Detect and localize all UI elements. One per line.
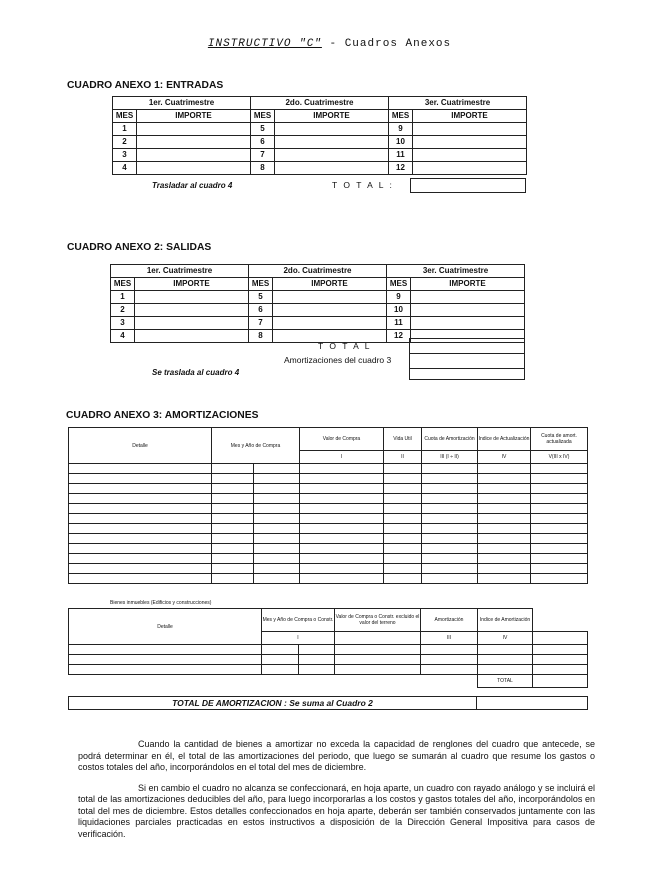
entry-cell[interactable]: [254, 574, 300, 584]
entry-cell[interactable]: [531, 574, 588, 584]
month-cell: 12: [389, 162, 413, 175]
entry-cell[interactable]: [69, 645, 262, 655]
entry-cell[interactable]: [300, 474, 384, 484]
col-importe: IMPORTE: [273, 278, 387, 291]
col-mes: MES: [113, 110, 137, 123]
spacer-cell: [533, 632, 588, 645]
entry-cell[interactable]: [254, 474, 300, 484]
entry-cell[interactable]: [69, 564, 212, 574]
month-cell: 2: [111, 304, 135, 317]
entry-cell[interactable]: [531, 504, 588, 514]
entry-cell[interactable]: [478, 464, 531, 474]
entry-cell[interactable]: [478, 554, 531, 564]
entry-cell[interactable]: [421, 655, 478, 665]
month-cell: 9: [389, 123, 413, 136]
month-cell: 3: [113, 149, 137, 162]
col-cuota: Cuota de Amortización: [422, 428, 478, 451]
entry-cell[interactable]: [384, 514, 422, 524]
entry-cell[interactable]: [531, 474, 588, 484]
amount-cell[interactable]: [273, 304, 387, 317]
entry-cell[interactable]: [531, 564, 588, 574]
entry-cell[interactable]: [254, 514, 300, 524]
entry-cell[interactable]: [254, 494, 300, 504]
entry-cell[interactable]: [531, 554, 588, 564]
entry-cell[interactable]: [300, 514, 384, 524]
total-amort-cell[interactable]: [477, 697, 588, 710]
entry-cell[interactable]: [422, 494, 478, 504]
entry-cell[interactable]: [478, 564, 531, 574]
entry-cell[interactable]: [478, 665, 533, 675]
entry-cell[interactable]: [335, 645, 421, 655]
col2-mes-anio: Mes y Año de Compra o Constr.: [262, 609, 335, 632]
entry-cell[interactable]: [299, 665, 335, 675]
month-cell: 1: [113, 123, 137, 136]
col-mes: MES: [387, 278, 411, 291]
entry-cell[interactable]: [531, 524, 588, 534]
document-title-rest: - Cuadros Anexos: [321, 38, 452, 50]
entry-cell[interactable]: [300, 504, 384, 514]
table-row: [69, 665, 588, 675]
paragraph: Si en cambio el cuadro no alcanza se confeccionará, en hoja aparte, un cuadro con rayado análogo y se incluirá el total de las amortizaciones deducibles del año, para luego incorporarlas a los costos y gastos totales del año, incorporándolos en total del mes de diciembre. Estos detalles confeccionados en hoja aparte, deberán ser también conservados juntamente con las liquidaciones parciales practicadas en estos instructivos a disposición de la Dirección General Impositiva para casos de verificación.: [78, 782, 595, 839]
amount-cell[interactable]: [275, 162, 389, 175]
entry-cell[interactable]: [384, 474, 422, 484]
entry-cell[interactable]: [69, 534, 212, 544]
table-row: [69, 464, 588, 474]
col2-indice: Indice de Amortización: [478, 609, 533, 632]
table-row: [69, 655, 588, 665]
amount-cell[interactable]: [411, 304, 525, 317]
entry-cell[interactable]: [69, 655, 262, 665]
table-row: [69, 504, 588, 514]
entry-cell[interactable]: [531, 534, 588, 544]
anexo1-note: Trasladar al cuadro 4: [152, 181, 233, 190]
col-vida: Vida Util: [384, 428, 422, 451]
col-mes: MES: [111, 278, 135, 291]
entry-cell[interactable]: [212, 504, 254, 514]
month-cell: 8: [249, 330, 273, 343]
anexo2-period-2: 2do. Cuatrimestre: [249, 265, 387, 278]
month-cell: 6: [249, 304, 273, 317]
amount-cell[interactable]: [411, 317, 525, 330]
anexo2-note: Se traslada al cuadro 4: [152, 368, 240, 377]
table-row: [69, 474, 588, 484]
month-cell: 8: [251, 162, 275, 175]
table-row: [69, 534, 588, 544]
table-row: [69, 494, 588, 504]
entry-cell[interactable]: [254, 534, 300, 544]
entry-cell[interactable]: [69, 665, 262, 675]
col2-valor: Valor de Compra o Constr. excluido el valor del terreno: [335, 609, 421, 632]
entry-cell[interactable]: [533, 645, 588, 655]
entry-cell[interactable]: [422, 544, 478, 554]
entry-cell[interactable]: [299, 645, 335, 655]
entry-cell[interactable]: [300, 574, 384, 584]
entry-cell[interactable]: [384, 494, 422, 504]
month-cell: 11: [387, 317, 411, 330]
entry-cell[interactable]: [254, 504, 300, 514]
entry-cell[interactable]: [478, 524, 531, 534]
month-cell: 5: [251, 123, 275, 136]
entry-cell[interactable]: [422, 464, 478, 474]
amount-cell[interactable]: [273, 291, 387, 304]
entry-cell[interactable]: [478, 484, 531, 494]
anexo3-title: CUADRO ANEXO 3: AMORTIZACIONES: [66, 409, 259, 421]
month-cell: 10: [389, 136, 413, 149]
entry-cell[interactable]: [212, 564, 254, 574]
entry-cell[interactable]: [254, 484, 300, 494]
anexo1-period-2: 2do. Cuatrimestre: [251, 97, 389, 110]
amount-cell[interactable]: [275, 149, 389, 162]
amount-cell[interactable]: [137, 162, 251, 175]
entry-cell[interactable]: [422, 484, 478, 494]
col-detalle: Detalle: [69, 428, 212, 464]
amount-cell[interactable]: [135, 291, 249, 304]
anexo1-total-box: [410, 178, 526, 193]
amount-cell[interactable]: [275, 136, 389, 149]
entry-cell[interactable]: [69, 514, 212, 524]
anexo1-title: CUADRO ANEXO 1: ENTRADAS: [67, 79, 224, 91]
month-cell: 2: [113, 136, 137, 149]
col2-amort-n: III: [421, 632, 478, 645]
entry-cell[interactable]: [422, 504, 478, 514]
total-amort-label: TOTAL DE AMORTIZACION : Se suma al Cuadro 2: [69, 697, 477, 710]
entry-cell[interactable]: [254, 564, 300, 574]
entry-cell[interactable]: [262, 655, 299, 665]
total-cell[interactable]: [411, 179, 526, 193]
entry-cell[interactable]: [69, 484, 212, 494]
entry-cell[interactable]: [384, 534, 422, 544]
entry-cell[interactable]: [300, 564, 384, 574]
anexo2-table: [110, 264, 525, 343]
entry-cell[interactable]: [478, 514, 531, 524]
col-indice: Indice de Actualización: [478, 428, 531, 451]
entry-cell[interactable]: [478, 494, 531, 504]
entry-cell[interactable]: [533, 665, 588, 675]
col2-detalle: Detalle: [69, 609, 262, 645]
entry-cell[interactable]: [478, 474, 531, 484]
col-mes: MES: [251, 110, 275, 123]
entry-cell[interactable]: [384, 554, 422, 564]
sum-cell[interactable]: [410, 369, 525, 380]
spacer-cell: [69, 675, 478, 688]
anexo1-period-1: 1er. Cuatrimestre: [113, 97, 251, 110]
month-cell: 10: [387, 304, 411, 317]
entry-cell[interactable]: [478, 544, 531, 554]
col2-blank: [335, 632, 421, 645]
anexo2-total-label: T O T A L: [318, 341, 372, 351]
col-cuota-act: Cuota de amort. actualizada: [531, 428, 588, 451]
entry-cell[interactable]: [384, 544, 422, 554]
table-row: [111, 291, 525, 304]
entry-cell[interactable]: [422, 574, 478, 584]
entry-cell[interactable]: [300, 544, 384, 554]
document-title-main: INSTRUCTIVO "C": [207, 38, 322, 50]
col2-indice-n: IV: [478, 632, 533, 645]
entry-cell[interactable]: [421, 645, 478, 655]
table-row: [113, 149, 527, 162]
month-cell: 1: [111, 291, 135, 304]
total-small-cell[interactable]: [533, 675, 588, 688]
entry-cell[interactable]: [212, 514, 254, 524]
anexo2-period-1: 1er. Cuatrimestre: [111, 265, 249, 278]
anexo2-amort-label: Amortizaciones del cuadro 3: [284, 355, 392, 365]
month-cell: 7: [251, 149, 275, 162]
table-row: [69, 645, 588, 655]
instructions-text: [78, 739, 595, 849]
entry-cell[interactable]: [478, 574, 531, 584]
entry-cell[interactable]: [212, 534, 254, 544]
col-mes: MES: [249, 278, 273, 291]
table-row: [113, 123, 527, 136]
entry-cell[interactable]: [531, 464, 588, 474]
entry-cell[interactable]: [262, 645, 299, 655]
table-row: [69, 524, 588, 534]
entry-cell[interactable]: [212, 484, 254, 494]
entry-cell[interactable]: [212, 544, 254, 554]
month-cell: 4: [113, 162, 137, 175]
col-vida-n: II: [384, 451, 422, 464]
amount-cell[interactable]: [135, 330, 249, 343]
entry-cell[interactable]: [69, 494, 212, 504]
bienes-label: Bienes inmuebles (Edificios y construcciones): [110, 600, 212, 606]
entry-cell[interactable]: [531, 544, 588, 554]
entry-cell[interactable]: [300, 524, 384, 534]
amount-cell[interactable]: [413, 136, 527, 149]
table-row: [69, 554, 588, 564]
amount-cell[interactable]: [411, 291, 525, 304]
paragraph: Cuando la cantidad de bienes a amortizar no exceda la capacidad de renglones del cuadro que antecede, se podrá determinar en él, el total de las amortizaciones del periodo, que luego se sumarán al cuadro que resume los gastos o costos totales del año, incorporándolos en el total del mes de diciembre.: [78, 739, 595, 772]
anexo3-table: [68, 427, 588, 584]
entry-cell[interactable]: [69, 524, 212, 534]
entry-cell[interactable]: [254, 464, 300, 474]
entry-cell[interactable]: [533, 655, 588, 665]
entry-cell[interactable]: [531, 484, 588, 494]
amount-cell[interactable]: [137, 149, 251, 162]
entry-cell[interactable]: [422, 534, 478, 544]
spacer-cell: [533, 609, 588, 632]
entry-cell[interactable]: [212, 574, 254, 584]
col-mes-anio: Mes y Año de Compra: [212, 428, 300, 464]
table-row: [111, 304, 525, 317]
amount-cell[interactable]: [137, 136, 251, 149]
amount-cell[interactable]: [137, 123, 251, 136]
col-indice-n: IV: [478, 451, 531, 464]
entry-cell[interactable]: [384, 504, 422, 514]
month-cell: 6: [251, 136, 275, 149]
amount-cell[interactable]: [413, 162, 527, 175]
entry-cell[interactable]: [300, 534, 384, 544]
entry-cell[interactable]: [478, 645, 533, 655]
col-importe: IMPORTE: [275, 110, 389, 123]
month-cell: 7: [249, 317, 273, 330]
entry-cell[interactable]: [212, 494, 254, 504]
entry-cell[interactable]: [531, 514, 588, 524]
entry-cell[interactable]: [335, 665, 421, 675]
entry-cell[interactable]: [212, 554, 254, 564]
anexo2-title: CUADRO ANEXO 2: SALIDAS: [67, 241, 212, 253]
entry-cell[interactable]: [299, 655, 335, 665]
entry-cell[interactable]: [421, 665, 478, 675]
table-row: [69, 514, 588, 524]
anexo1-period-3: 3er. Cuatrimestre: [389, 97, 527, 110]
entry-cell[interactable]: [478, 534, 531, 544]
entry-cell[interactable]: [254, 554, 300, 564]
col2-amort: Amortización: [421, 609, 478, 632]
entry-cell[interactable]: [212, 474, 254, 484]
entry-cell[interactable]: [335, 655, 421, 665]
entry-cell[interactable]: [69, 464, 212, 474]
total-small-label: TOTAL: [478, 675, 533, 688]
amount-cell[interactable]: [413, 149, 527, 162]
anexo2-period-3: 3er. Cuatrimestre: [387, 265, 525, 278]
entry-cell[interactable]: [422, 514, 478, 524]
table-row: [69, 544, 588, 554]
entry-cell[interactable]: [422, 524, 478, 534]
anexo3-table-2: [68, 608, 588, 688]
entry-cell[interactable]: [300, 494, 384, 504]
entry-cell[interactable]: [300, 464, 384, 474]
month-cell: 11: [389, 149, 413, 162]
entry-cell[interactable]: [69, 554, 212, 564]
entry-cell[interactable]: [478, 655, 533, 665]
entry-cell[interactable]: [212, 464, 254, 474]
col-valor-n: I: [300, 451, 384, 464]
entry-cell[interactable]: [422, 554, 478, 564]
entry-cell[interactable]: [384, 574, 422, 584]
entry-cell[interactable]: [254, 544, 300, 554]
entry-cell[interactable]: [531, 494, 588, 504]
col-cuota-n: III (I ÷ II): [422, 451, 478, 464]
amort-cell[interactable]: [410, 354, 525, 369]
amount-cell[interactable]: [273, 317, 387, 330]
amount-cell[interactable]: [413, 123, 527, 136]
table-row: [113, 136, 527, 149]
col-importe: IMPORTE: [135, 278, 249, 291]
col-importe: IMPORTE: [411, 278, 525, 291]
month-cell: 3: [111, 317, 135, 330]
entry-cell[interactable]: [384, 524, 422, 534]
entry-cell[interactable]: [212, 524, 254, 534]
entry-cell[interactable]: [262, 665, 299, 675]
entry-cell[interactable]: [69, 504, 212, 514]
entry-cell[interactable]: [384, 564, 422, 574]
month-cell: 4: [111, 330, 135, 343]
table-row: [69, 484, 588, 494]
month-cell: 9: [387, 291, 411, 304]
col-cuota-act-n: V(III x IV): [531, 451, 588, 464]
entry-cell[interactable]: [422, 474, 478, 484]
col-importe: IMPORTE: [137, 110, 251, 123]
entry-cell[interactable]: [69, 474, 212, 484]
entry-cell[interactable]: [478, 504, 531, 514]
month-cell: 5: [249, 291, 273, 304]
anexo1-table: [112, 96, 527, 175]
total-cell[interactable]: [410, 339, 525, 354]
month-cell: 12: [387, 330, 411, 343]
col2-valor-n: I: [262, 632, 335, 645]
anexo3-total-row: [68, 696, 588, 710]
anexo2-total-box: [409, 338, 525, 380]
table-row: [111, 317, 525, 330]
col-valor: Valor de Compra: [300, 428, 384, 451]
amount-cell[interactable]: [135, 304, 249, 317]
entry-cell[interactable]: [69, 574, 212, 584]
entry-cell[interactable]: [384, 484, 422, 494]
document-title: [0, 38, 659, 50]
entry-cell[interactable]: [384, 464, 422, 474]
col-importe: IMPORTE: [413, 110, 527, 123]
table-row: [69, 574, 588, 584]
entry-cell[interactable]: [422, 564, 478, 574]
table-row: [113, 162, 527, 175]
anexo1-total-label: T O T A L :: [332, 180, 394, 190]
table-row: [69, 564, 588, 574]
entry-cell[interactable]: [300, 554, 384, 564]
entry-cell[interactable]: [254, 524, 300, 534]
amount-cell[interactable]: [135, 317, 249, 330]
entry-cell[interactable]: [69, 544, 212, 554]
entry-cell[interactable]: [300, 484, 384, 494]
col-mes: MES: [389, 110, 413, 123]
amount-cell[interactable]: [275, 123, 389, 136]
